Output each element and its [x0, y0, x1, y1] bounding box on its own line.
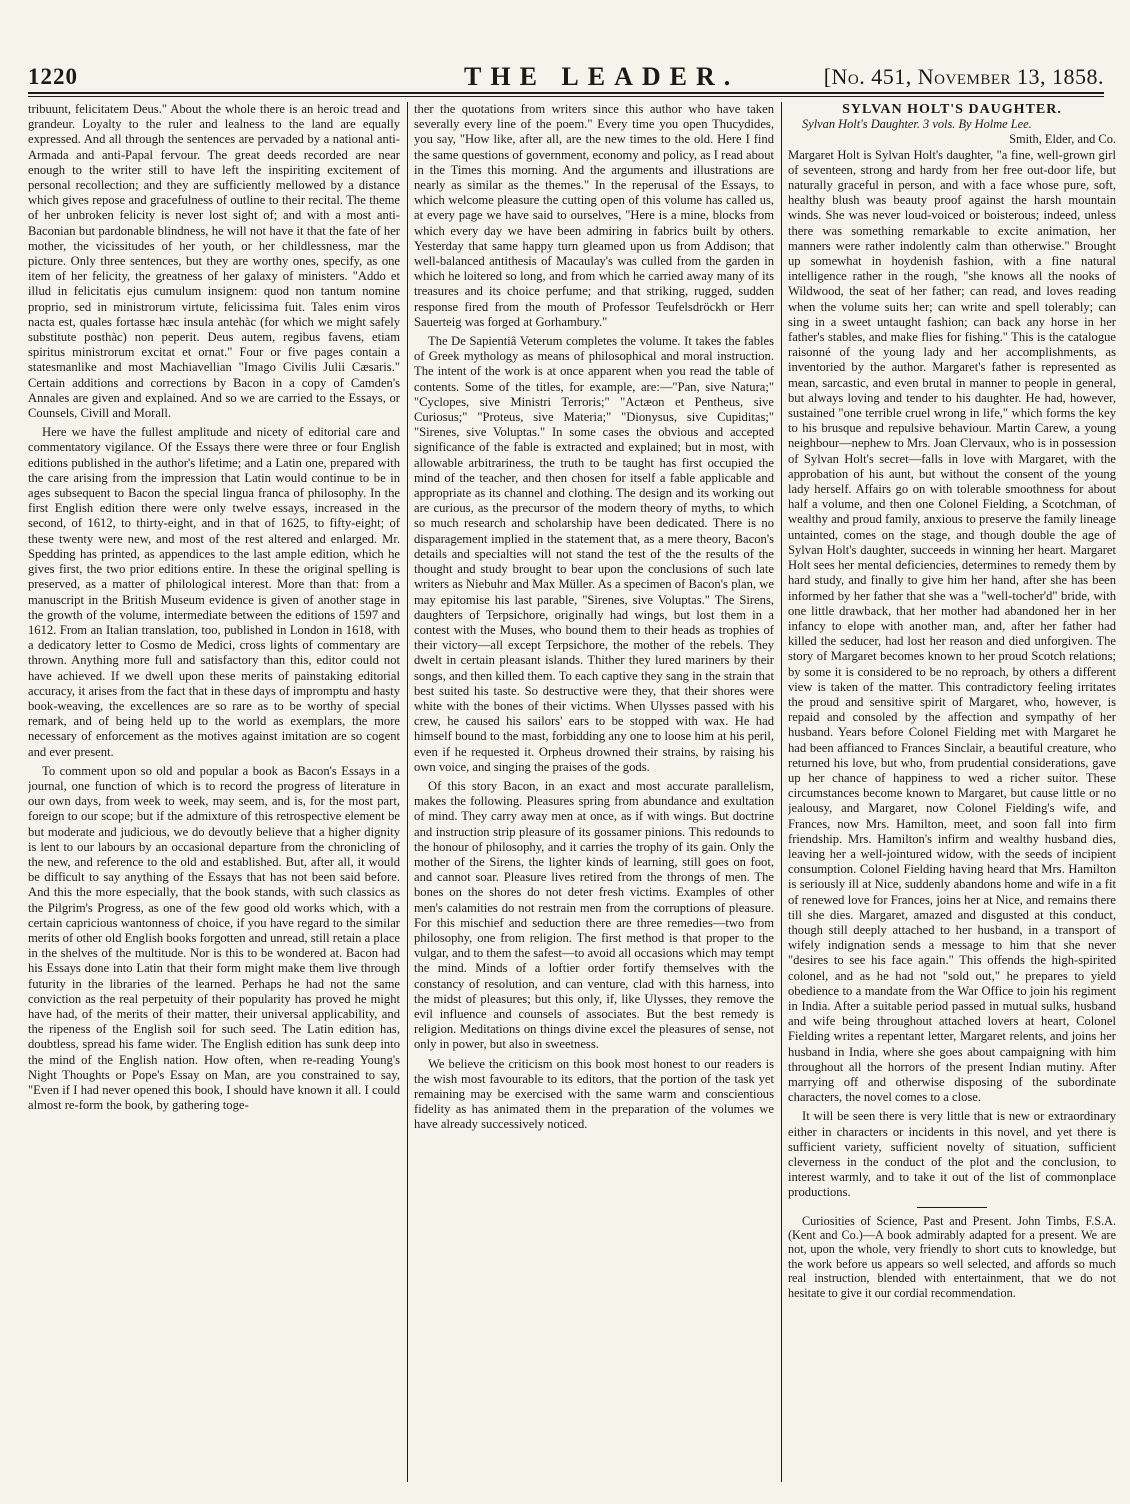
- review-heading: SYLVAN HOLT'S DAUGHTER.: [842, 102, 1062, 117]
- column-divider: [407, 102, 408, 1482]
- paragraph: The De Sapientiâ Veterum completes the volume. It takes the fables of Greek mythology as means of philosophical and moral instruction. The intent of the work is at once apparent when you read the table of contents. Some of the titles, for example, are:—"Pan, sive Natura;" "Cyclopes, sive Ministri Terroris;" "Actæon et Pentheus, sive Curiosus;" "Proteus, sive Materia;" "Dionysus, sive Cupiditas;" "Sirenes, sive Voluptas." In some cases the obvious and accepted significance of the fable is extracted and explained; but in most, with allowable arbitrariness, the truth to be taught has first occupied the mind of the teacher, and then chosen for itself a fable applicable and appropriate as its channel and clothing. The design and its working out are curious, as the precursor of the modern theory of myths, to which so much research and scholarship have been dedicated. There is no disparagement implied in the statement that, as a mere theory, Bacon's details and specialties will not stand the test of the the results of the thought and study brought to bear upon the conclusions of such late writers as Niebuhr and Max Müller. As a specimen of Bacon's plan, we may epitomise his last parable, "Sirenes, sive Voluptas." The Sirens, daughters of Terpsichore, originally had wings, but lost them in a contest with the Muses, who bound them to their heads as trophies of their victory—all except Terpsichore, the mother of the rebels. They dwelt in certain pleasant islands. Thither they lured mariners by their songs, and then killed them. To each captive they sang in the strain that best suited his taste. So destructive were they, that their shores were white with the bones of their victims. When Ulysses passed with his crew, he caused his sailors' ears to be stopped with wax. He had himself bound to the mast, forbidding any one to loose him at his peril, even if he requested it. Orpheus drowned their strains, by raising his own voice, and singing the praises of the gods.: [414, 334, 774, 774]
- article-columns: [28, 102, 1116, 1482]
- paper-title: THE LEADER.: [464, 62, 740, 91]
- section-rule: [917, 1207, 987, 1208]
- page-number: 1220: [28, 64, 78, 89]
- header-rule: [28, 92, 1104, 94]
- masthead: [14, 18, 1116, 91]
- review-byline: Sylvan Holt's Daughter. 3 vols. By Holme Lee.: [802, 117, 1032, 132]
- paragraph: Margaret Holt is Sylvan Holt's daughter, "a fine, well-grown girl of seventeen, strong and hardy from her free out-door life, but naturally graceful in person, and with a face whose pure, soft, healthy blush was beauty proof against the harsh mountain winds. She was never loud-voiced or boisterous; indeed, unless there was something remarkable to excite animation, her manners were rather indolently calm than otherwise." Brought up somewhat in hoydenish fashion, with a fine natural intelligence rather in the rough, "she knows all the nooks of Wildwood, the seat of her father; can read, and loves reading when the volume suits her; can write and spell tolerably; can sing in a sweet untaught fashion; can back any horse in her father's stables, and make flies for fishing." This is the catalogue raisonné of the young lady and her accomplishments, as inventoried by the author. Margaret's father is represented as mean, sarcastic, and even brutal in manner to people in general, but always loving and tender to his daughter. He had, however, sustained "one terrible cruel wrong in life," which forms the key to his brusque and repulsive behaviour. Martin Carew, a young neighbour—nephew to Mrs. Joan Clervaux, who is in possession of Sylvan Holt's secret—falls in love with Margaret, with the approbation of his aunt, but without the consent of the young lady herself. Affairs go on with tolerable smoothness for about half a volume, and then one Colonel Fielding, a Scotchman, of wealthy and proud family, anxious to preserve the family lineage untainted, comes on the stage, and though double the age of Sylvan Holt's daughter, succeeds in winning her heart. Margaret Holt sees her mental deficiencies, determines to remedy them by hard study, and finally to give him her hand, after she has been informed by her father that she was a "well-tocher'd" bride, with one little drawback, that her mother had abandoned her in her infancy to elope with another man, and, after her father had killed the seducer, had lost her reason and died unforgiven. The story of Margaret becomes known to her proud Scotch relations; by some it is considered to be no reproach, by others a different view is taken of the matter. This contradictory feeling irritates the proud and sensitive spirit of Margaret, who, however, is repaid and consoled by the affection and sympathy of her husband. Years before Colonel Fielding met with Margaret he had been affianced to Frances Sinclair, a beautiful creature, who returned his love, but who, from prudential considerations, gave up her chance of happiness to wed a richer suitor. These circumstances become known to Margaret, but cause little or no jealousy, and Margaret, now Colonel Fielding's wife, and Frances, now Mrs. Hamilton, meet, and soon fall into firm friendship. Mrs. Hamilton's infirm and wealthy husband dies, leaving her a well-jointured widow, with the seeds of incipient consumption. Colonel Fielding having heard that Mrs. Hamilton is seriously ill at Nice, suddenly abandons home and wife in a fit of renewed love for Frances, joins her at Nice, and remains there till she dies. Margaret, amazed and disgusted at this conduct, though still deeply attached to her husband, in a transport of wifely indignation sends a message to him that she never "desires to see his face again." This offends the high-spirited colonel, and as he had not "sold out," he prepares to yield obedience to a mandate from the War Office to join his regiment in India. After a suitable period passed in mutual sulks, husband and wife being throughout attached lovers at heart, Colonel Fielding writes a repentant letter, Margaret relents, and joins her husband in India, where she goes about campaigning with him throughout all the horrors of the present Indian mutiny. After marrying off and otherwise disposing of the subordinate characters, the novel comes to a close.: [788, 147, 1116, 1105]
- paragraph: We believe the criticism on this book most honest to our readers is the wish most favourable to its editors, that the portion of the task yet remaining may be exercised with the same warm and conscientious fidelity as has animated them in the preparation of the volumes we have already successively noticed.: [414, 1056, 774, 1132]
- book-notice: Curiosities of Science, Past and Present. John Timbs, F.S.A. (Kent and Co.)—A book admirably adapted for a present. We are not, upon the whole, very friendly to short cuts to knowledge, but the work before us appears so well selected, and affords so much real instruction, blended with entertainment, that we do not hesitate to give it our cordial recommendation.: [788, 1213, 1116, 1300]
- column-3: [788, 102, 1116, 1482]
- column-divider: [781, 102, 782, 1482]
- review-publisher: Smith, Elder, and Co.: [1009, 132, 1116, 147]
- column-1: [28, 102, 400, 1482]
- paragraph: tribuunt, felicitatem Deus." About the whole there is an heroic tread and grandeur. Loyalty to the ruler and lealness to the land are equally expressed. And all through the sentences are pervaded by a national anti-Armada and anti-Papal fervour. The great deeds recorded are near enough to the writer still to have left the inspiriting excitement of personal recollection; and they are sufficiently mellowed by a distance which gives repose and gracefulness of outline to their recital. The theme of her unbroken felicity is never lost sight of; and with a most anti-Baconian but pardonable blindness, he will not have it that the fate of her mother, the vicissitudes of her youth, or her childlessness, mar the picture. Only three sentences, but they are worthy ones, specify, as one item of her felicity, the greatness of her galaxy of ministers. "Addo et illud in felicitatis ejus cumulum insignem: quod non tantum nomine proprio, sed in ministrorum virtute, felicissima fuit. Tales enim viros nacta est, quales fortasse hæc insula antehàc (for which we might safely substitute posthàc) non peperit. Deus autem, regibus favens, etiam spiritus ministrorum excitat et ornat." Four or five pages contain a statesmanlike and most Machiavellian "Imago Civilis Julii Cæsaris." Certain additions and corrections by Bacon in a copy of Camden's Annales are given and explained. And so we are carried to the Essays, or Counsels, Civill and Morall.: [28, 102, 400, 421]
- issue-line: [No. 451, November 13, 1858.: [823, 64, 1104, 89]
- paragraph: It will be seen there is very little that is new or extraordinary either in characters or incidents in this novel, and yet there is sufficient variety, sufficient novelty of situation, sufficient cleverness in the conduct of the plot and the conclusion, to interest warmly, and to take it out of the list of commonplace productions.: [788, 1109, 1116, 1200]
- paragraph: Of this story Bacon, in an exact and most accurate parallelism, makes the following. Pleasures spring from abundance and exultation of mind. They carry away men at once, as if with wings. But doctrine and instruction strip pleasure of its gossamer pinions. This redounds to the honour of philosophy, and it carries the trophy of its gain. Only the mother of the Sirens, the lighter kinds of learning, still goes on foot, and cannot soar. Pleasure lives retired from the throngs of men. The bones on the shores do not deter fresh victims. Examples of other men's calamities do not restrain men from the corruptions of pleasure. For this mischief and seduction there are three remedies—two from philosophy, one from religion. The first method is that proper to the vulgar, and to them the safest—to avoid all occasions which may tempt the mind. Minds of a loftier order fortify themselves with the constancy of resolution, and can venture, clad with this harness, into the midst of pleasures; but this only, if, like Ulysses, they remove the evil influence and counsels of associates. But the best remedy is religion. Meditations on things divine excel the pleasures of sense, not only in power, but also in sweetness.: [414, 778, 774, 1052]
- column-2: [414, 102, 774, 1482]
- paragraph: Here we have the fullest amplitude and nicety of editorial care and commentatory vigilance. Of the Essays there were three or four English editions published in the author's lifetime; and a Latin one, prepared with the care arising from the impression that Latin would continue to be in ages subsequent to Bacon the special lingua franca of philosophy. In the first English edition there were only twelve essays, increased in the second, of 1612, to thirty-eight, and in that of 1625, to fifty-eight; of these twenty were new, and most of the rest altered and enlarged. Mr. Spedding has printed, as appendices to the last ample edition, which he gives first, the two prior editions entire. In these the original spelling is preserved, as a matter of philological interest. More than that: from a manuscript in the British Museum evidence is given of another stage in the growth of the volume, intermediate between the editions of 1597 and 1612. From an Italian translation, too, published in London in 1618, with a dedicatory letter to Cosmo de Medici, cross lights of commentary are thrown. Anything more full and satisfactory than this, editor could not have achieved. If we dwell upon these merits of painstaking editorial accuracy, it arises from the fact that in these days of impromptu and hasty book-weaving, the excellences are so rare as to be worthy of special remark, and of being held up to the world as exemplars, the more necessary of enforcement as the motives against imitation are so cogent and ever present.: [28, 425, 400, 759]
- header-rule-thin: [28, 96, 1104, 97]
- paragraph: To comment upon so old and popular a book as Bacon's Essays in a journal, one function of which is to record the progress of literature in our own days, from week to week, may seem, and is, for the most part, foreign to our scope; but if the admixture of this retrospective element be but moderate and judicious, we do devoutly believe that a higher dignity is lent to our labours by an occasional departure from the chronicling of the new, and reference to the old and established. But, after all, it would be difficult to say anything of the Essays that has not been said before. And this the more especially, that the book stands, with such classics as the Pilgrim's Progress, as one of the few good old works which, with a certain capricious wantonness of choice, if you have regard to the similar merits of other old English books forgotten and unread, still retain a place in the shelves of the multitude. Nor is this to be wondered at. Bacon had his Essays done into Latin that their form might make them live through futurity in the libraries of the learned. Perhaps he had not the same conviction as the real perpetuity of their popularity has proved he might have had, of the merits of their matter, their universal applicability, and the ripeness of the English soil for such seed. The Latin edition has, doubtless, spread his fame wider. The English edition has sunk deep into the mind of the English nation. How often, when re-reading Young's Night Thoughts or Pope's Essay on Man, are you constrained to say, "Even if I had never opened this book, I should have known it all. I could almost re-form the book, by gathering toge-: [28, 763, 400, 1113]
- paragraph: ther the quotations from writers since this author who have taken severally every line of the poem." Every time you open Thucydides, you say, "How like, after all, are the new times to the old. Here I find the same questions of government, economy and policy, as I read about in the Times this morning. And the arguments and illustrations are nearly as similar as the themes." In the reperusal of the Essays, to which welcome pleasure the cutting open of this volume has called us, at every page we have said to ourselves, "Here is a mine, blocks from which every day we have been admiring in fabrics built by others. Yesterday that same happy turn gleamed upon us from Addison; that well-balanced antithesis of Macaulay's was culled from the garden in which he loitered so long, and from which he carried away many of its treasures and its choice perfume; and that striking, rugged, sudden response fired from the mouth of Professor Teufelsdröckh or Herr Sauerteig was forged at Gorhambury.": [414, 102, 774, 329]
- newspaper-page: [14, 18, 1116, 1488]
